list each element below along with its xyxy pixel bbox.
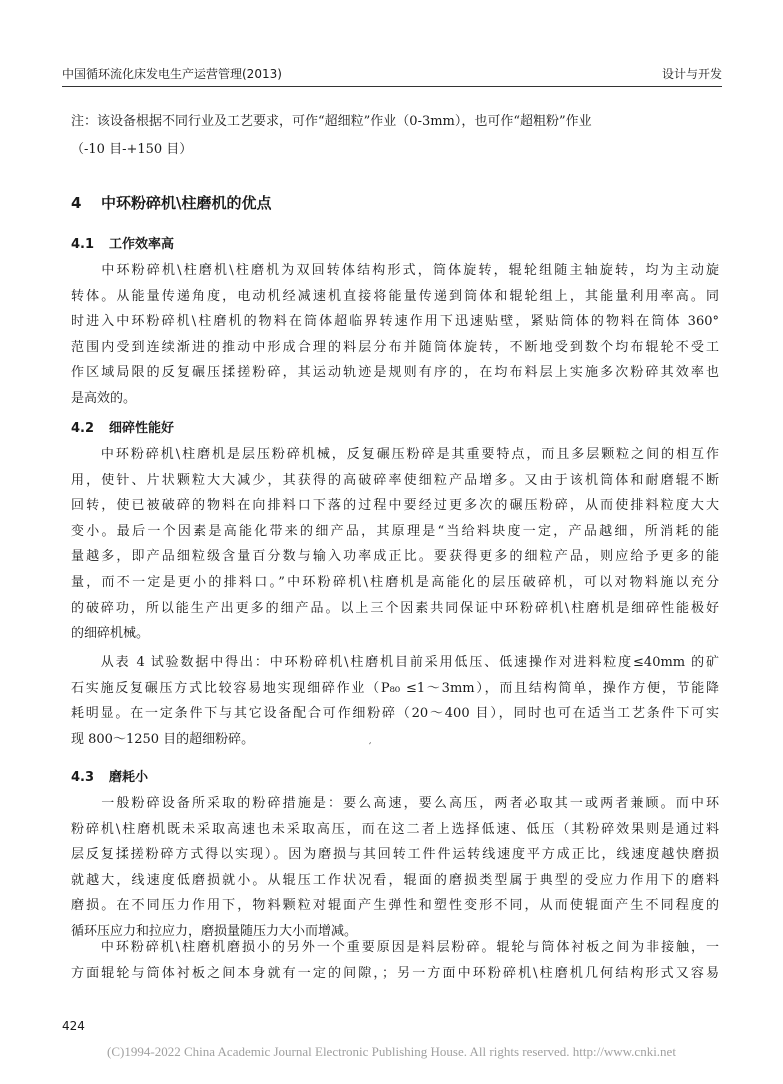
paragraph bbox=[71, 791, 719, 945]
text-line: 回转，使已被破碎的物料在向排料口下落的过程中要经过更多次的碾压粉碎，从而使排料粒度大大 bbox=[71, 498, 719, 514]
text-line: 量越多，即产品细粒级含量百分数与输入功率成正比。要获得更多的细粒产品，则应给予更多的能 bbox=[71, 549, 719, 565]
section-heading bbox=[71, 192, 271, 213]
text-line: 量，而不一定是更小的排料口。”中环粉碎机\柱磨机是高能化的层压破碎机，可以对物料施以充分 bbox=[71, 574, 719, 590]
paragraph bbox=[71, 442, 719, 647]
subsection-number: 4.2 bbox=[71, 421, 95, 436]
text-line: 现 800～1250 目的超细粉碎。 bbox=[71, 731, 255, 747]
text-line: 磨损。在不同压力作用下，物料颗粒对辊面产生弹性和塑性变形不同，从而使辊面产生不同程度的 bbox=[71, 898, 719, 914]
paragraph bbox=[71, 258, 719, 412]
subsection-title: 磨耗小 bbox=[109, 770, 149, 785]
subsection-title: 细碎性能好 bbox=[109, 421, 175, 436]
text-line: 粉碎机\柱磨机既未采取高速也未采取高压，而在这二者上选择低速、低压（其粉碎效果则是通过料 bbox=[71, 821, 719, 837]
subsection-heading bbox=[71, 766, 148, 785]
text-line: 石实施反复碾压方式比较容易地实现细碎作业（P₈₀ ≤1～3mm），而且结构简单，操作方便，节能降 bbox=[71, 680, 719, 696]
copyright-footer: (C)1994-2022 China Academic Journal Electronic Publishing House. All rights reserved. http://www.cnki.net bbox=[107, 1044, 676, 1059]
note-line: （-10 目-+150 目） bbox=[71, 142, 193, 157]
text-line: 耗明显。在一定条件下与其它设备配合可作细粉碎（20～400 目），同时也可在适当工艺条件下可实 bbox=[71, 706, 719, 722]
subsection-title: 工作效率高 bbox=[109, 237, 175, 252]
text-line: 转体。从能量传递角度，电动机经减速机直接将能量传递到筒体和辊轮组上，其能量利用率高。同 bbox=[71, 288, 719, 304]
text-line: 时进入中环粉碎机\柱磨机的物料在筒体超临界转速作用下迅速贴壁，紧贴筒体的物料在筒体 360° bbox=[71, 314, 719, 330]
note-line: 注：该设备根据不同行业及工艺要求，可作“超细粒”作业（0-3mm），也可作“超粗粉”作业 bbox=[71, 114, 592, 129]
table-note bbox=[71, 108, 721, 164]
text-line: 范围内受到连续渐进的推动中形成合理的料层分布并随筒体旋转，不断地受到数个均布辊轮不受工 bbox=[71, 339, 719, 355]
section-category: 设计与开发 bbox=[661, 67, 722, 81]
subsection-heading bbox=[71, 417, 174, 436]
section-title: 中环粉碎机\柱磨机的优点 bbox=[101, 194, 272, 212]
subsection-number: 4.1 bbox=[71, 237, 95, 252]
text-line: 方面辊轮与筒体衬板之间本身就有一定的间隙，；另一方面中环粉碎机\柱磨机几何结构形式又容易 bbox=[71, 965, 719, 981]
text-line: 作区域局限的反复碾压揉搓粉碎，其运动轨迹是规则有序的，在均布料层上实施多次粉碎其效率也 bbox=[71, 365, 719, 381]
subsection-heading bbox=[71, 233, 174, 252]
text-line: 层反复揉搓粉碎方式得以实现）。因为磨损与其回转工件件运转线速度平方成正比，线速度越快磨损 bbox=[71, 847, 719, 863]
text-line: 中环粉碎机\柱磨机是层压粉碎机械，反复碾压粉碎是其重要特点，而且多层颗粒之间的相互作 bbox=[71, 447, 719, 462]
text-line: 中环粉碎机\柱磨机\柱磨机为双回转体结构形式，筒体旋转，辊轮组随主轴旋转，均为主动旋 bbox=[71, 263, 719, 278]
text-line: 一般粉碎设备所采取的粉碎措施是：要么高速，要么高压，两者必取其一或两者兼顾。而中环 bbox=[71, 796, 719, 811]
text-line: 是高效的。 bbox=[71, 390, 137, 406]
text-line: 变小。最后一个因素是高能化带来的细产品，其原理是“当给料块度一定，产品越细，所消耗的能 bbox=[71, 523, 719, 539]
text-line: 中环粉碎机\柱磨机磨损小的另外一个重要原因是料层粉碎。辊轮与筒体衬板之间为非接触，一 bbox=[71, 940, 719, 955]
paragraph bbox=[71, 935, 719, 986]
text-line: 的细碎机械。 bbox=[71, 626, 150, 642]
stray-mark: ′ bbox=[369, 742, 372, 753]
running-header bbox=[62, 64, 722, 87]
subsection-number: 4.3 bbox=[71, 770, 95, 785]
text-line: 就越大，线速度低磨损就小。从辊压工作状况看，辊面的磨损类型属于典型的受应力作用下的磨料 bbox=[71, 872, 719, 888]
journal-title: 中国循环流化床发电生产运营管理(2013) bbox=[62, 67, 282, 81]
section-number: 4 bbox=[71, 194, 82, 212]
text-line: 的破碎功，所以能生产出更多的细产品。以上三个因素共同保证中环粉碎机\柱磨机是细碎性能极好 bbox=[71, 600, 719, 616]
text-line: 用，使针、片状颗粒大大减少，其获得的高破碎率使细粒产品增多。又由于该机筒体和耐磨辊不断 bbox=[71, 472, 719, 488]
text-line: 从表 4 试验数据中得出：中环粉碎机\柱磨机目前采用低压、低速操作对进料粒度≤40mm 的矿 bbox=[71, 655, 719, 670]
paragraph bbox=[71, 650, 719, 752]
text-line: 循环压应力和拉应力，磨损量随压力大小而增减。 bbox=[71, 923, 358, 939]
page-number: 424 bbox=[62, 1019, 85, 1033]
